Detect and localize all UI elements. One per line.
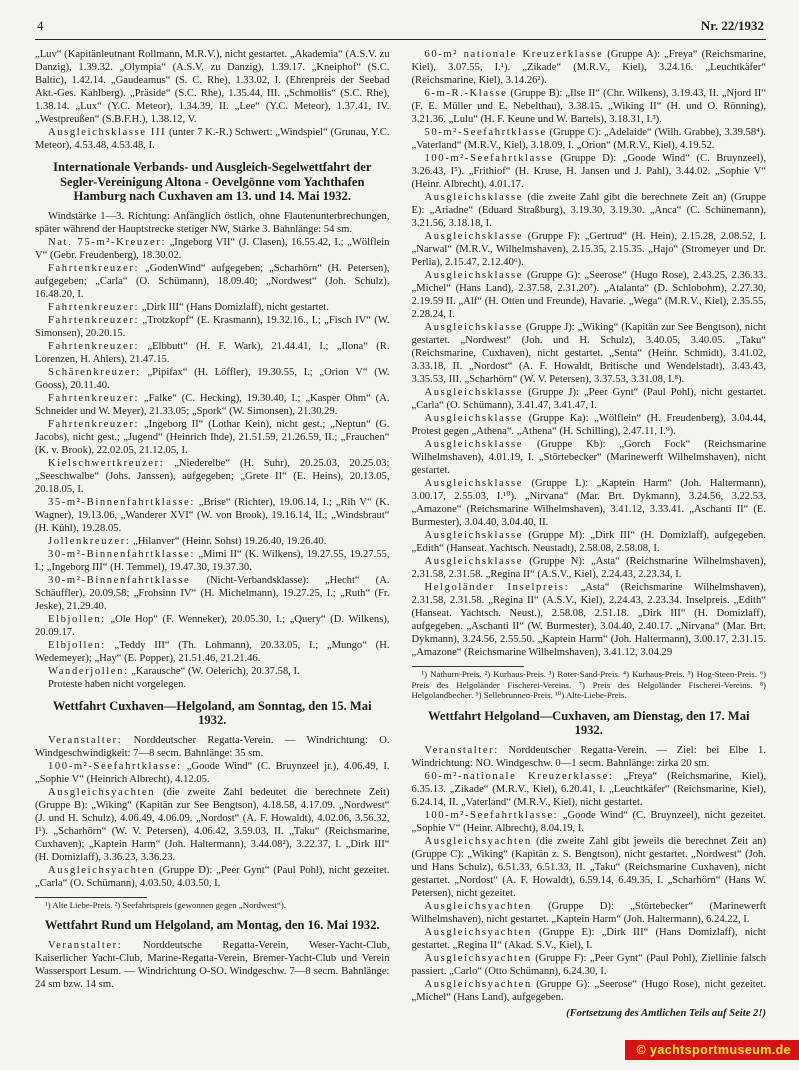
- paragraph: Ausgleichsklasse (Gruppe Kb): „Gorch Fock“ (Reichsmarine Wilhelmshaven), 4.01.19, I. „Störtebecker“ (Marinewerft Wilhelmshaven), nicht gestartet.: [411, 439, 766, 476]
- paragraph: 60-m²-nationale Kreuzerklasse: „Freya“ (Reichsmarine, Kiel), 6.35.13. „Zikade“ (M.R.V., Kiel), 6.20.41, I. „Leuchtkäfer“ (Reichsmarine, Kiel), 6.24.14, II. „Vaterland“ (M.R.V., Kiel), nicht gestartet.: [411, 770, 767, 808]
- class-label: Ausgleichsklasse: [424, 231, 524, 242]
- paragraph: 30-m²-Binnenfahrtklasse: „Mimi II“ (K. Wilkens), 19.27.55, 19.27.55, I.; „Ingeborg III“ (H. Temmel), 19.47.30, 19.37.30.: [35, 548, 390, 573]
- paragraph: Fahrtenkreuzer: „Dirk III“ (Hans Domizlaff), nicht gestartet.: [48, 301, 329, 313]
- class-label: Fahrtenkreuzer:: [48, 418, 140, 430]
- paragraph: Wanderjollen: „Karausche“ (W. Oelerich), 20.37.58, I.: [48, 665, 300, 677]
- class-label: Ausgleichsklasse III: [48, 127, 167, 138]
- class-label: Ausgleichsklasse: [424, 322, 524, 333]
- class-label: 100-m²-Seefahrtklasse:: [48, 760, 182, 772]
- class-label: Helgoländer Inselpreis:: [424, 582, 570, 593]
- paragraph: Veranstalter: Norddeutscher Regatta-Verein. — Ziel: bei Elbe 1. Windrichtung: NO. Windgeschw. 0—1 secm. Bahnlänge: zirka 20 sm.: [411, 744, 766, 769]
- class-label: Ausgleichsyachten: [424, 835, 532, 847]
- class-label: Ausgleichsyachten: [424, 952, 532, 964]
- text-columns: [35, 48, 766, 1020]
- class-label: Ausgleichsyachten: [48, 864, 156, 876]
- section-heading: Internationale Verbands- und Ausgleich-Segelwettfahrt der Segler-Vereinigung Altona - Oevelgönne vom Yachthafen Hamburg nach Cuxhaven am 13. und 14. Mai 1932.: [53, 160, 372, 203]
- paragraph: Ausgleichsyachten (Gruppe D): „Störtebecker“ (Marinewerft Wilhelmshaven), nicht gestartet. „Kaptein Harm“ (Joh. Haltermann), 6.24.22, I.: [411, 900, 766, 925]
- class-label: Fahrtenkreuzer:: [48, 392, 140, 404]
- paragraph: Ausgleichsyachten (Gruppe E): „Dirk III“ (Hans Domizlaff), nicht gestartet. „Regina II“ (Akad. S.V., Kiel), I.: [411, 926, 766, 951]
- paragraph: Helgoländer Inselpreis: „Asta“ (Reichsmarine Wilhelmshaven), 2.31.58, 2.31.58. „Regina II“ (A.S.V., Kiel), 2.24.43, 2.23.34. Inselpreis. „Edith“ (Hanseat. Yachtsch. Neust.), 2.58.08, 2.51.18. „Dirk III“ (H. Domizlaff), aufgegeben. „Aschanti II“ (W. Burmester), 3.04.40, 2.40.17. „Nirvana“ (Mar. Brt. Dykmann), 3.24.56, 2.55.50. „Kaptein Harm“ (Joh. Haltermann), 3.00.17, 2.31.15. „Amazone“ (Reichsmarine Wilhelmshaven), 3.41.12, 3.04.29: [411, 582, 766, 658]
- page-number: 4: [37, 18, 44, 33]
- paragraph: Ausgleichsyachten (Gruppe D): „Peer Gynt“ (Paul Pohl), nicht gezeitet. „Carla“ (O. Schümann), 4.03.50, 4.03.50, I.: [35, 864, 390, 889]
- class-label: Ausgleichsklasse: [424, 530, 524, 541]
- class-label: Ausgleichsklasse: [424, 556, 524, 567]
- paragraph: Fahrtenkreuzer: „Falke“ (C. Hecking), 19.30.40, I.; „Kasper Ohm“ (A. Schneider und W. Meyer), 21.33.05; „Spork“ (W. Simonsen), 21.30.29.: [35, 392, 390, 417]
- class-label: Ausgleichsklasse: [424, 387, 524, 398]
- class-label: Ausgleichsklasse: [424, 413, 524, 424]
- paragraph: Ausgleichsyachten (die zweite Zahl gibt jeweils die berechnet Zeit an) (Gruppe C): „Wiking“ (Kapitän z. S. Bengtson), nicht gestartet. „Nordwest“ (Joh. und Hans Schulz), 6.51.33, 6.51.33, II. „Taku“ (Reichsmarine Cuxhaven), nicht gestartet. „Nordost“ (A. F. Howaldt), 6.59.14, 6.49.35, I. „Scharhörn“ (Hans W. Petersen), nicht gezeitet.: [411, 835, 766, 899]
- paragraph: Nat. 75-m²-Kreuzer: „Ingeborg VII“ (J. Clasen), 16.55.42, I.; „Wölflein V“ (Gebr. Freudenberg), 18.30.02.: [35, 236, 390, 261]
- class-label: 35-m²-Binnenfahrtklasse:: [48, 496, 195, 508]
- section-heading: Wettfahrt Cuxhaven—Helgoland, am Sonntag, den 15. Mai 1932.: [52, 698, 372, 727]
- paragraph: Proteste haben nicht vorgelegen.: [48, 678, 187, 690]
- class-label: Ausgleichsyachten: [424, 926, 532, 938]
- page-header: [35, 16, 766, 39]
- paragraph: Kielschwertkreuzer: „Niederelbe“ (H. Suhr), 20.25.03, 20.25.03; „Seeschwalbe“ (Johs. Janssen), aufgegeben; „Grete II“ (E. Heins), 20.13.05, 20.18.05, I.: [35, 457, 390, 495]
- paragraph: Ausgleichsklasse III (unter 7 K.-R.) Schwert: „Windspiel“ (Grunau, Y.C. Meteor), 4.53.48, 4.53.48, I.: [35, 127, 390, 151]
- paragraph: Elbjollen: „Teddy III“ (Th. Lohmann), 20.33.05, I.; „Mungo“ (H. Wedemeyer); „Hay“ (E. Popper), 21.51.46, 21.21.46.: [35, 639, 390, 664]
- issue-number: Nr. 22/1932: [700, 18, 764, 33]
- paragraph: Fahrtenkreuzer: „Elbbutt“ (H. F. Wark), 21.44.41, I.; „Ilona“ (R. Lorenzen, H. Ahlers), 21.47.15.: [35, 340, 390, 365]
- paragraph: Ausgleichsklasse (Gruppe M): „Dirk III“ (H. Domizlaff), aufgegeben. „Edith“ (Hanseat. Yachtsch. Neustadt), 2.58.08, 2.58.08, I.: [411, 530, 766, 554]
- footnotes: ¹) Nathurn-Preis. ²) Kurhaus-Preis. ³) Roter-Sand-Preis. ⁴) Kurhaus-Preis. ⁵) Hog-Steen-Preis. ⁶) Preis des Helgoländer Fischerei-Vereins. ⁷) Preis des Helgoländer Fischerei-Vereins. ⁸) Helgolandbecher. ⁹) Sellebrunnen-Preis. ¹⁰) Alte-Liebe-Preis.: [412, 666, 767, 701]
- paragraph: 35-m²-Binnenfahrtklasse: „Brise“ (Richter), 19.06.14, I.; „Rih V“ (K. Wagner), 19.13.06, „Wanderer XVI“ (W. von Brook), 19.16.14, II.; „Windsbraut“ (H. Kühl), 19.28.05.: [35, 496, 390, 534]
- paragraph: Jollenkreuzer: „Hilanver“ (Heinr. Sohst) 19.26.40, 19.26.40.: [48, 535, 327, 547]
- paragraph: 100-m²-Seefahrtklasse: „Goode Wind“ (C. Bruynzeel), nicht gezeitet. „Sophie V“ (Heinr. Albrecht), 8.04.19, I.: [411, 809, 766, 834]
- paragraph: Elbjollen: „Ole Hop“ (F. Wenneker), 20.05.30, I.; „Query“ (D. Wilkens), 20.09.17.: [35, 613, 390, 638]
- class-label: Veranstalter:: [48, 734, 123, 746]
- paragraph: „Luv“ (Kapitänleutnant Rollmann, M.R.V.), nicht gestartet. „Akademia“ (A.S.V. zu Danzig), 1.39.32. „Olympia“ (A.S.V. zu Danzig), 1.39.17. „Kneiphof“ (S.C. Baltic), 1.42.14. „Gaudeamus“ (S. C. Rhe), 1.33.02, I. (Ehrenpreis der Seebad Akt.-Ges. Kahlberg). „Präside“ (S.C. Rhe), 1.35.44, III. „Schmollis“ (S.C. Rhe), 1.38.14. „Lux“ (Y.C. Meteor), 1.34.39, II. „Lee“ (Y.C. Meteor), 1.37.41, IV. „Westpreußen“ (S.B.F.H.), 1.38.12, V.: [35, 49, 390, 125]
- class-label: Fahrtenkreuzer:: [48, 340, 140, 352]
- paragraph: 30-m²-Binnenfahrtklasse (Nicht-Verbandsklasse): „Hecht“ (A. Schäuffler), 20.09.58; „Frohsinn IV“ (H. Michelmann), 19.27.25, I.; „Ruth“ (Fr. Jeske), 21.29.40.: [35, 574, 390, 612]
- paragraph: 100-m²-Seefahrtklasse (Gruppe D): „Goode Wind“ (C. Bruynzeel), 3.26.43, I⁵). „Frithiof“ (H. Kruse, H. Jansen und J. Pahl), 3.44.02. „Sophie V“ (Heinr. Albrecht), 4.01.17.: [411, 153, 766, 190]
- paragraph: 6-m-R.-Klasse (Gruppe B): „Ilse II“ (Chr. Wilkens), 3.19.43, II. „Njord II“ (F. E. Müller und E. Nebelthau), 3.38.15. „Wiking II“ (H. und O. Rönning), 3.21.36. „Lulu“ (H. F. Keune und W. Bartels), 3.18.31, I.³).: [411, 88, 766, 125]
- class-label: Ausgleichsklasse: [424, 192, 524, 203]
- class-label: Schärenkreuzer:: [48, 366, 141, 378]
- class-label: 50-m²-Seefahrtklasse: [424, 127, 547, 138]
- paragraph: Fahrtenkreuzer: „Trotzkopf“ (E. Krasmann), 19.32.16., I.; „Fisch IV“ (W. Simonsen), 20.20.15.: [35, 314, 390, 339]
- watermark: © yachtsportmuseum.de: [625, 1040, 799, 1060]
- paragraph: Fahrtenkreuzer: „Ingeborg II“ (Lothar Kein), nicht gest.; „Neptun“ (G. Jacobs), nicht gest.; „Jugend“ (Heinrich Ihde), 21.51.59, 21.26.59, II.; „Frauchen“ (K. v. Brook), 22.02.05, 21.12.05, I.: [35, 418, 390, 456]
- class-label: Elbjollen:: [48, 639, 106, 651]
- paragraph: 60-m² nationale Kreuzerklasse (Gruppe A): „Freya“ (Reichsmarine, Kiel), 3.07.55, I.¹). „Zikade“ (M.R.V., Kiel), 3.24.16. „Leuchtkäfer“ (Reichsmarine, Kiel), 3.14.26²).: [411, 49, 766, 86]
- paragraph: Ausgleichsklasse (die zweite Zahl gibt die berechnete Zeit an) (Gruppe E): „Ariadne“ (Eduard Straßburg), 3.19.30, 3.19.30. „Anca“ (C. Schünemann), 3.21.56, 3.18.18, I.: [411, 192, 766, 229]
- class-label: 6-m-R.-Klasse: [424, 88, 508, 99]
- paragraph: 100-m²-Seefahrtklasse: „Goode Wind“ (C. Bruynzeel jr.), 4.06.49, I. „Sophie V“ (Heinrich Albrecht), 4.12.05.: [35, 760, 390, 785]
- paragraph: Ausgleichsyachten (Gruppe G): „Seerose“ (Hugo Rose), nicht gezeitet. „Michel“ (Hans Land), aufgegeben.: [411, 978, 766, 1003]
- class-label: Veranstalter:: [424, 744, 499, 756]
- class-label: Ausgleichsyachten: [424, 978, 532, 990]
- right-column: [412, 48, 767, 1020]
- class-label: Fahrtenkreuzer:: [48, 301, 140, 313]
- class-label: 60-m² nationale Kreuzerklasse: [424, 49, 604, 60]
- section-heading: Wettfahrt Helgoland—Cuxhaven, am Dienstag, den 17. Mai 1932.: [428, 708, 750, 737]
- class-label: 100-m²-Seefahrtklasse:: [424, 809, 559, 821]
- class-label: Fahrtenkreuzer:: [48, 262, 140, 274]
- paragraph: Windstärke 1—3. Richtung: Anfänglich östlich, ohne Flautenunterbrechungen, später während der Hauptstrecke stetiger NW, Stärke 3. Bahnlänge: 54 sm.: [35, 210, 390, 235]
- paragraph: Veranstalter: Norddeutscher Regatta-Verein. — Windrichtung: O. Windgeschwindigkeit: 7—8 secm. Bahnlänge: 35 sm.: [35, 734, 390, 759]
- class-label: Ausgleichsklasse: [424, 439, 524, 450]
- paragraph: Ausgleichsklasse (Gruppe J): „Wiking“ (Kapitän zur See Bengtson), nicht gestartet. „Nordwest“ (Joh. und H. Schulz), 3.40.05, 3.40.05. „Taku“ (Reichsmarine, Cuxhaven), nicht gestartet. „Senta“ (Heinr. Schmidt), 3.41.02, 3.33.18, II. „Nordost“ (A. F. Howaldt, Britische und Wendelstadt), 3.43.43, 3.35.53, III. „Scharhörn“ (W. V. Petersen), 3.37.53, 3.31.08, I.⁸).: [411, 322, 766, 385]
- continuation-note: (Fortsetzung des Amtlichen Teils auf Seite 2!): [566, 1007, 766, 1019]
- footnotes: ¹) Alte Liebe-Preis. ²) Seefahrtspreis (gewonnen gegen „Nordwest“).: [35, 897, 390, 911]
- paragraph: Schärenkreuzer: „Pipifax“ (H. Löffler), 19.30.55, I.; „Orion V“ (W. Gooss), 20.11.40.: [35, 366, 390, 391]
- paragraph: 50-m²-Seefahrtklasse (Gruppe C): „Adelaide“ (Wilh. Grabbe), 3.39.58⁴). „Vaterland“ (M.R.V., Kiel), 3.18.09, I. „Orion“ (M.R.V., Kiel), 4.19.52.: [411, 127, 766, 151]
- paragraph: Ausgleichsklasse (Gruppe Ka): „Wölflein“ (H. Freudenberg), 3.04.44, Protest gegen „Athena“. „Athena“ (H. Schilling), 2.47.11, I.⁹).: [411, 413, 766, 437]
- class-label: Ausgleichsklasse: [424, 478, 524, 489]
- paragraph: Ausgleichsklasse (Gruppe J): „Peer Gynt“ (Paul Pohl), nicht gestartet. „Carla“ (O. Schümann), 3.41.47, 3.41.47, I.: [411, 387, 766, 411]
- class-label: 100-m²-Seefahrtklasse: [424, 153, 554, 164]
- section-heading: Wettfahrt Rund um Helgoland, am Montag, den 16. Mai 1932.: [44, 918, 380, 932]
- left-column: [35, 48, 390, 1020]
- paragraph: Ausgleichsyachten (Gruppe F): „Peer Gynt“ (Paul Pohl), Ziellinie falsch passiert. „Carlo“ (Otto Schümann), 6.24.30, I.: [411, 952, 766, 977]
- class-label: Wanderjollen:: [48, 665, 129, 677]
- paragraph: Ausgleichsklasse (Gruppe F): „Gertrud“ (H. Hein), 2.15.28, 2.08.52, I. „Narwal“ (M.R.V., Wilhelmshaven), 2.15.35, 2.15.35. „Hajo“ (Stromeyer und Dr. Perlia), 2.15.47, 2.12.40⁶).: [411, 231, 766, 268]
- paragraph: Ausgleichsyachten (die zweite Zahl bedeutet die berechnete Zeit) (Gruppe B): „Wiking“ (Kapitän zur See Bengtson), 4.18.58, 4.17.09. „Nordwest“ (J. und H. Schulz), 4.06.49, 4.06.09. „Nordost“ (A. F. Howaldt), 4.02.06, 3.56.32, I¹). „Scharhörn“ (W. V. Petersen), 4.06.42, 3.59.03, II. „Taku“ (Reichsmarine, Cuxhaven); „Kaptein Harm“ (Joh. Haltermann), 3.44.08²), 3.22.37, I. „Dirk III“ (H. Domizlaff), 3.36.23, 3.36.23.: [35, 786, 390, 863]
- paragraph: Veranstalter: Norddeutsche Regatta-Verein, Weser-Yacht-Club, Kaiserlicher Yacht-Club, Marine-Regatta-Verein, Bremer-Yacht-Club und Verein Wassersport Lesum. — Windrichtung O-SO. Windgeschw. 7—8 secm. Bahnlänge: 24 sm bzw. 14 sm.: [35, 939, 390, 990]
- class-label: Ausgleichsyachten: [424, 900, 532, 912]
- class-label: Elbjollen:: [48, 613, 106, 625]
- class-label: Fahrtenkreuzer:: [48, 314, 140, 326]
- class-label: Ausgleichsyachten: [48, 786, 156, 798]
- class-label: 60-m²-nationale Kreuzerklasse:: [424, 770, 614, 782]
- class-label: Veranstalter:: [48, 939, 123, 951]
- class-label: Kielschwertkreuzer:: [48, 457, 165, 469]
- paragraph: Ausgleichsklasse (Gruppe G): „Seerose“ (Hugo Rose), 2.43.25, 2.36.33. „Michel“ (Hans Land), 2.37.58, 2.31.20⁷). „Atalanta“ (D. Schlobohm), 2.27.30, 2.19.59 II. „Alf“ (H. Otten und Freunde), Havarie. „Wega“ (M.R.V., Kiel), 2.35.55, 2.28.24, I.: [411, 270, 766, 320]
- paragraph: Ausgleichsklasse (Gruppe L): „Kaptein Harm“ (Joh. Haltermann), 3.00.17, 2.55.03, I.¹⁰). „Nirvana“ (Mar. Brt. Dykmann), 3.24.56, 3.22.53. „Amazone“ (Reichsmarine Wilhelmshaven), 3.41.12, 3.33.41. „Aschanti II“ (E. Burmester), 3.04.40, 3.04.40, II.: [411, 478, 766, 528]
- class-label: 30-m²-Binnenfahrtklasse:: [48, 548, 195, 560]
- class-label: 30-m²-Binnenfahrtklasse: [48, 574, 191, 586]
- paragraph: Fahrtenkreuzer: „GodenWind“ aufgegeben; „Scharhörn“ (H. Petersen), aufgegeben; „Carla“ (O. Schümann), 18.09.40; „Nordwest“ (Joh. Schulz), 16.48.20, I.: [35, 262, 390, 300]
- class-label: Jollenkreuzer:: [48, 535, 131, 547]
- header-rule: [35, 39, 766, 40]
- class-label: Nat. 75-m²-Kreuzer:: [48, 236, 167, 248]
- paragraph: Ausgleichsklasse (Gruppe N): „Asta“ (Reichsmarine Wilhelmshaven), 2.31.58, 2.31.58. „Regina II“ (A.S.V., Kiel), 2.24.43, 2.23.34, I.: [411, 556, 766, 580]
- class-label: Ausgleichsklasse: [424, 270, 524, 281]
